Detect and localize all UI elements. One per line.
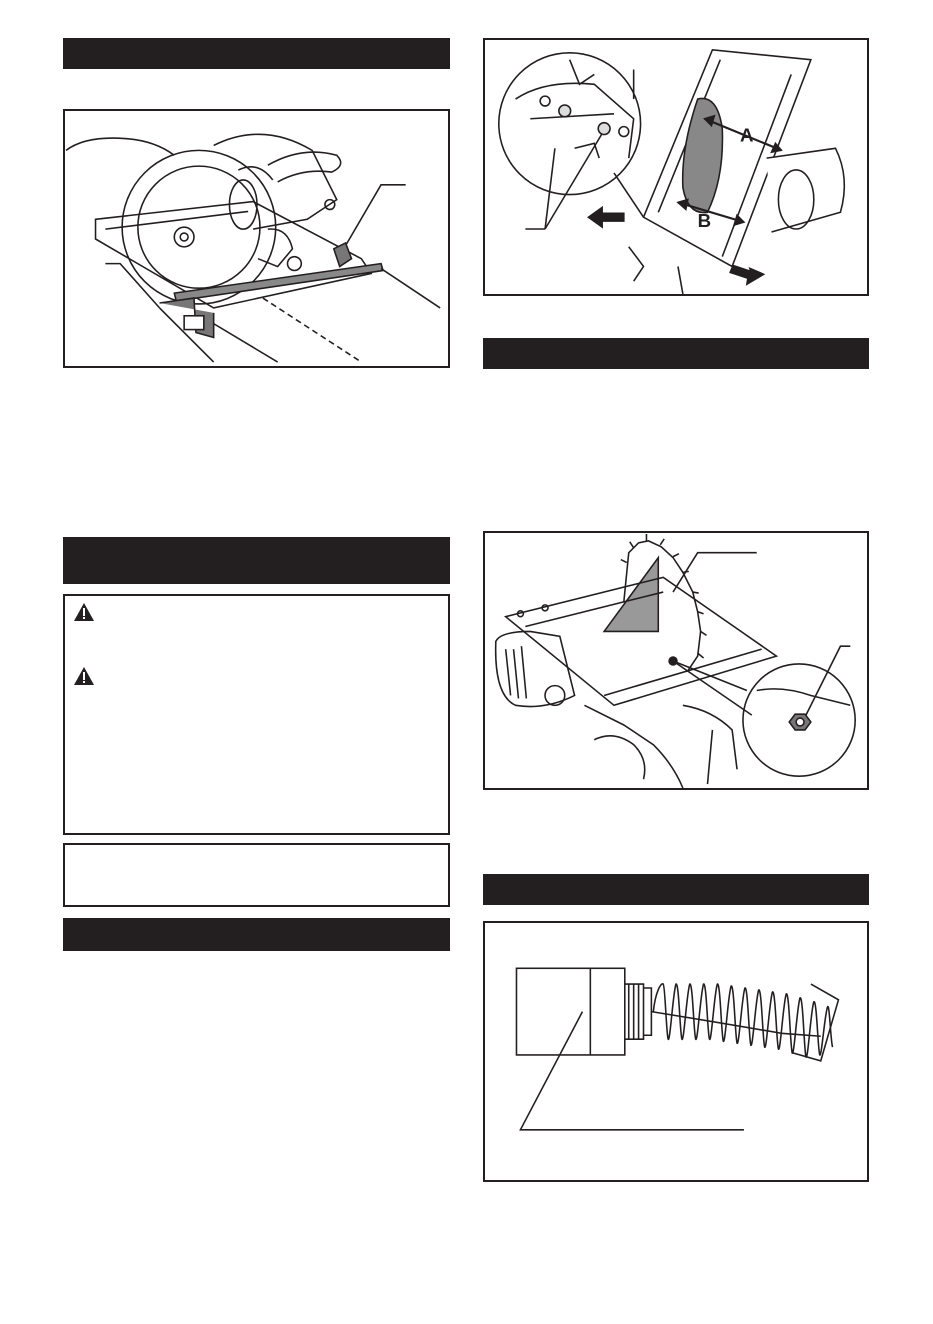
label-b: B	[697, 210, 712, 232]
figure-base-adjustment	[483, 38, 869, 296]
note-box	[63, 843, 450, 907]
section-header-bar-5	[483, 874, 869, 905]
warning-box	[63, 594, 450, 835]
figure-blade-angle	[483, 531, 869, 790]
figure-carbon-brush	[483, 921, 869, 1182]
figure-rip-fence	[63, 109, 450, 368]
figure-rip-fence-drawing	[65, 111, 448, 366]
figure-blade-angle-drawing	[485, 533, 867, 788]
label-a: A	[739, 124, 754, 146]
figure-base-adjustment-drawing	[485, 40, 867, 294]
section-header-bar-2	[63, 537, 450, 584]
section-header-bar-3	[63, 918, 450, 951]
section-header-bar-4	[483, 338, 869, 369]
section-header-bar-1	[63, 38, 450, 69]
figure-carbon-brush-drawing	[485, 923, 867, 1180]
warning-triangle-icon	[73, 602, 95, 622]
warning-triangle-icon	[73, 666, 95, 686]
